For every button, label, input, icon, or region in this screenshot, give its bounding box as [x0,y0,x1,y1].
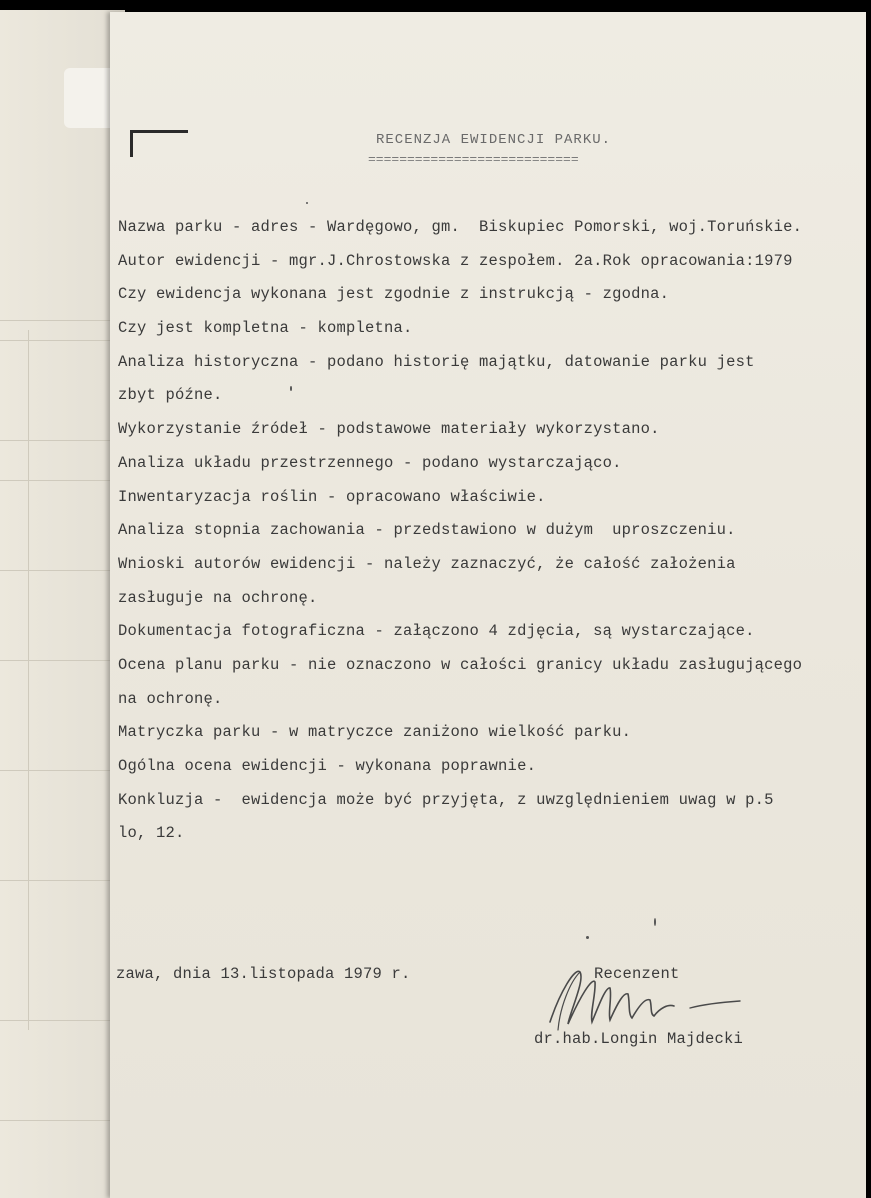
underlying-rule [0,880,125,881]
underlying-rule [28,330,29,1030]
title-underline: =========================== [368,152,579,167]
review-line: Dokumentacja fotograficzna - załączono 4 zdjęcia, są wystarczające. [118,622,755,641]
underlying-rule [0,1020,125,1021]
review-line: Konkluzja - ewidencja może być przyjęta, z uwzględnieniem uwag w p.5 [118,790,774,809]
document-title: RECENZJA EWIDENCJI PARKU. [376,132,612,148]
date-line: zawa, dnia 13.listopada 1979 r. [116,965,411,983]
review-line: Analiza historyczna - podano historię majątku, datowanie parku jest [118,352,755,371]
review-line: Inwentaryzacja roślin - opracowano właściwie. [118,487,546,506]
review-line: Czy jest kompletna - kompletna. [118,319,413,338]
underlying-rule [0,320,125,321]
review-line: na ochronę. [118,689,223,708]
underlying-rule [0,570,125,571]
review-line: Czy ewidencja wykonana jest zgodnie z instrukcją - zgodna. [118,285,670,304]
review-line: lo, 12. [118,824,185,843]
underlying-rule [0,340,125,341]
review-line: Nazwa parku - adres - Wardęgowo, gm. Biskupiec Pomorski, woj.Toruńskie. [118,218,803,236]
underlying-rule [0,480,125,481]
paper-speck [586,936,589,939]
review-line: Autor ewidencji - mgr.J.Chrostowska z zespołem. 2a.Rok opracowania:1979 [118,251,793,270]
review-line: Wykorzystanie źródeł - podstawowe materiały wykorzystano. [118,420,660,439]
review-line: zbyt późne. [118,386,223,405]
review-line: Analiza układu przestrzennego - podano wystarczająco. [118,453,622,472]
review-line: Ogólna ocena ewidencji - wykonana poprawnie. [118,757,537,775]
paper-speck [654,918,656,926]
review-line: zasługuje na ochronę. [118,588,318,607]
reviewer-name: dr.hab.Longin Majdecki [534,1030,744,1048]
reviewer-label: Recenzent [594,965,680,983]
handwritten-signature [540,952,800,1042]
review-line: Matryczka parku - w matryczce zaniżono wielkość parku. [118,723,632,742]
corner-bracket-mark [130,130,188,157]
underlying-rule [0,440,125,441]
paper-speck [306,202,308,204]
underlying-page-edge [0,10,125,1198]
review-line: Wnioski autorów ewidencji - należy zaznaczyć, że całość założenia [118,554,736,573]
paper-speck [290,386,292,391]
underlying-rule [0,770,125,771]
underlying-rule [0,1120,125,1121]
review-line: Ocena planu parku - nie oznaczono w całości granicy układu zasługującego [118,655,803,674]
underlying-rule [0,660,125,661]
review-line: Analiza stopnia zachowania - przedstawiono w dużym uproszczeniu. [118,521,736,540]
review-sheet [110,12,866,1198]
review-body [118,216,802,856]
